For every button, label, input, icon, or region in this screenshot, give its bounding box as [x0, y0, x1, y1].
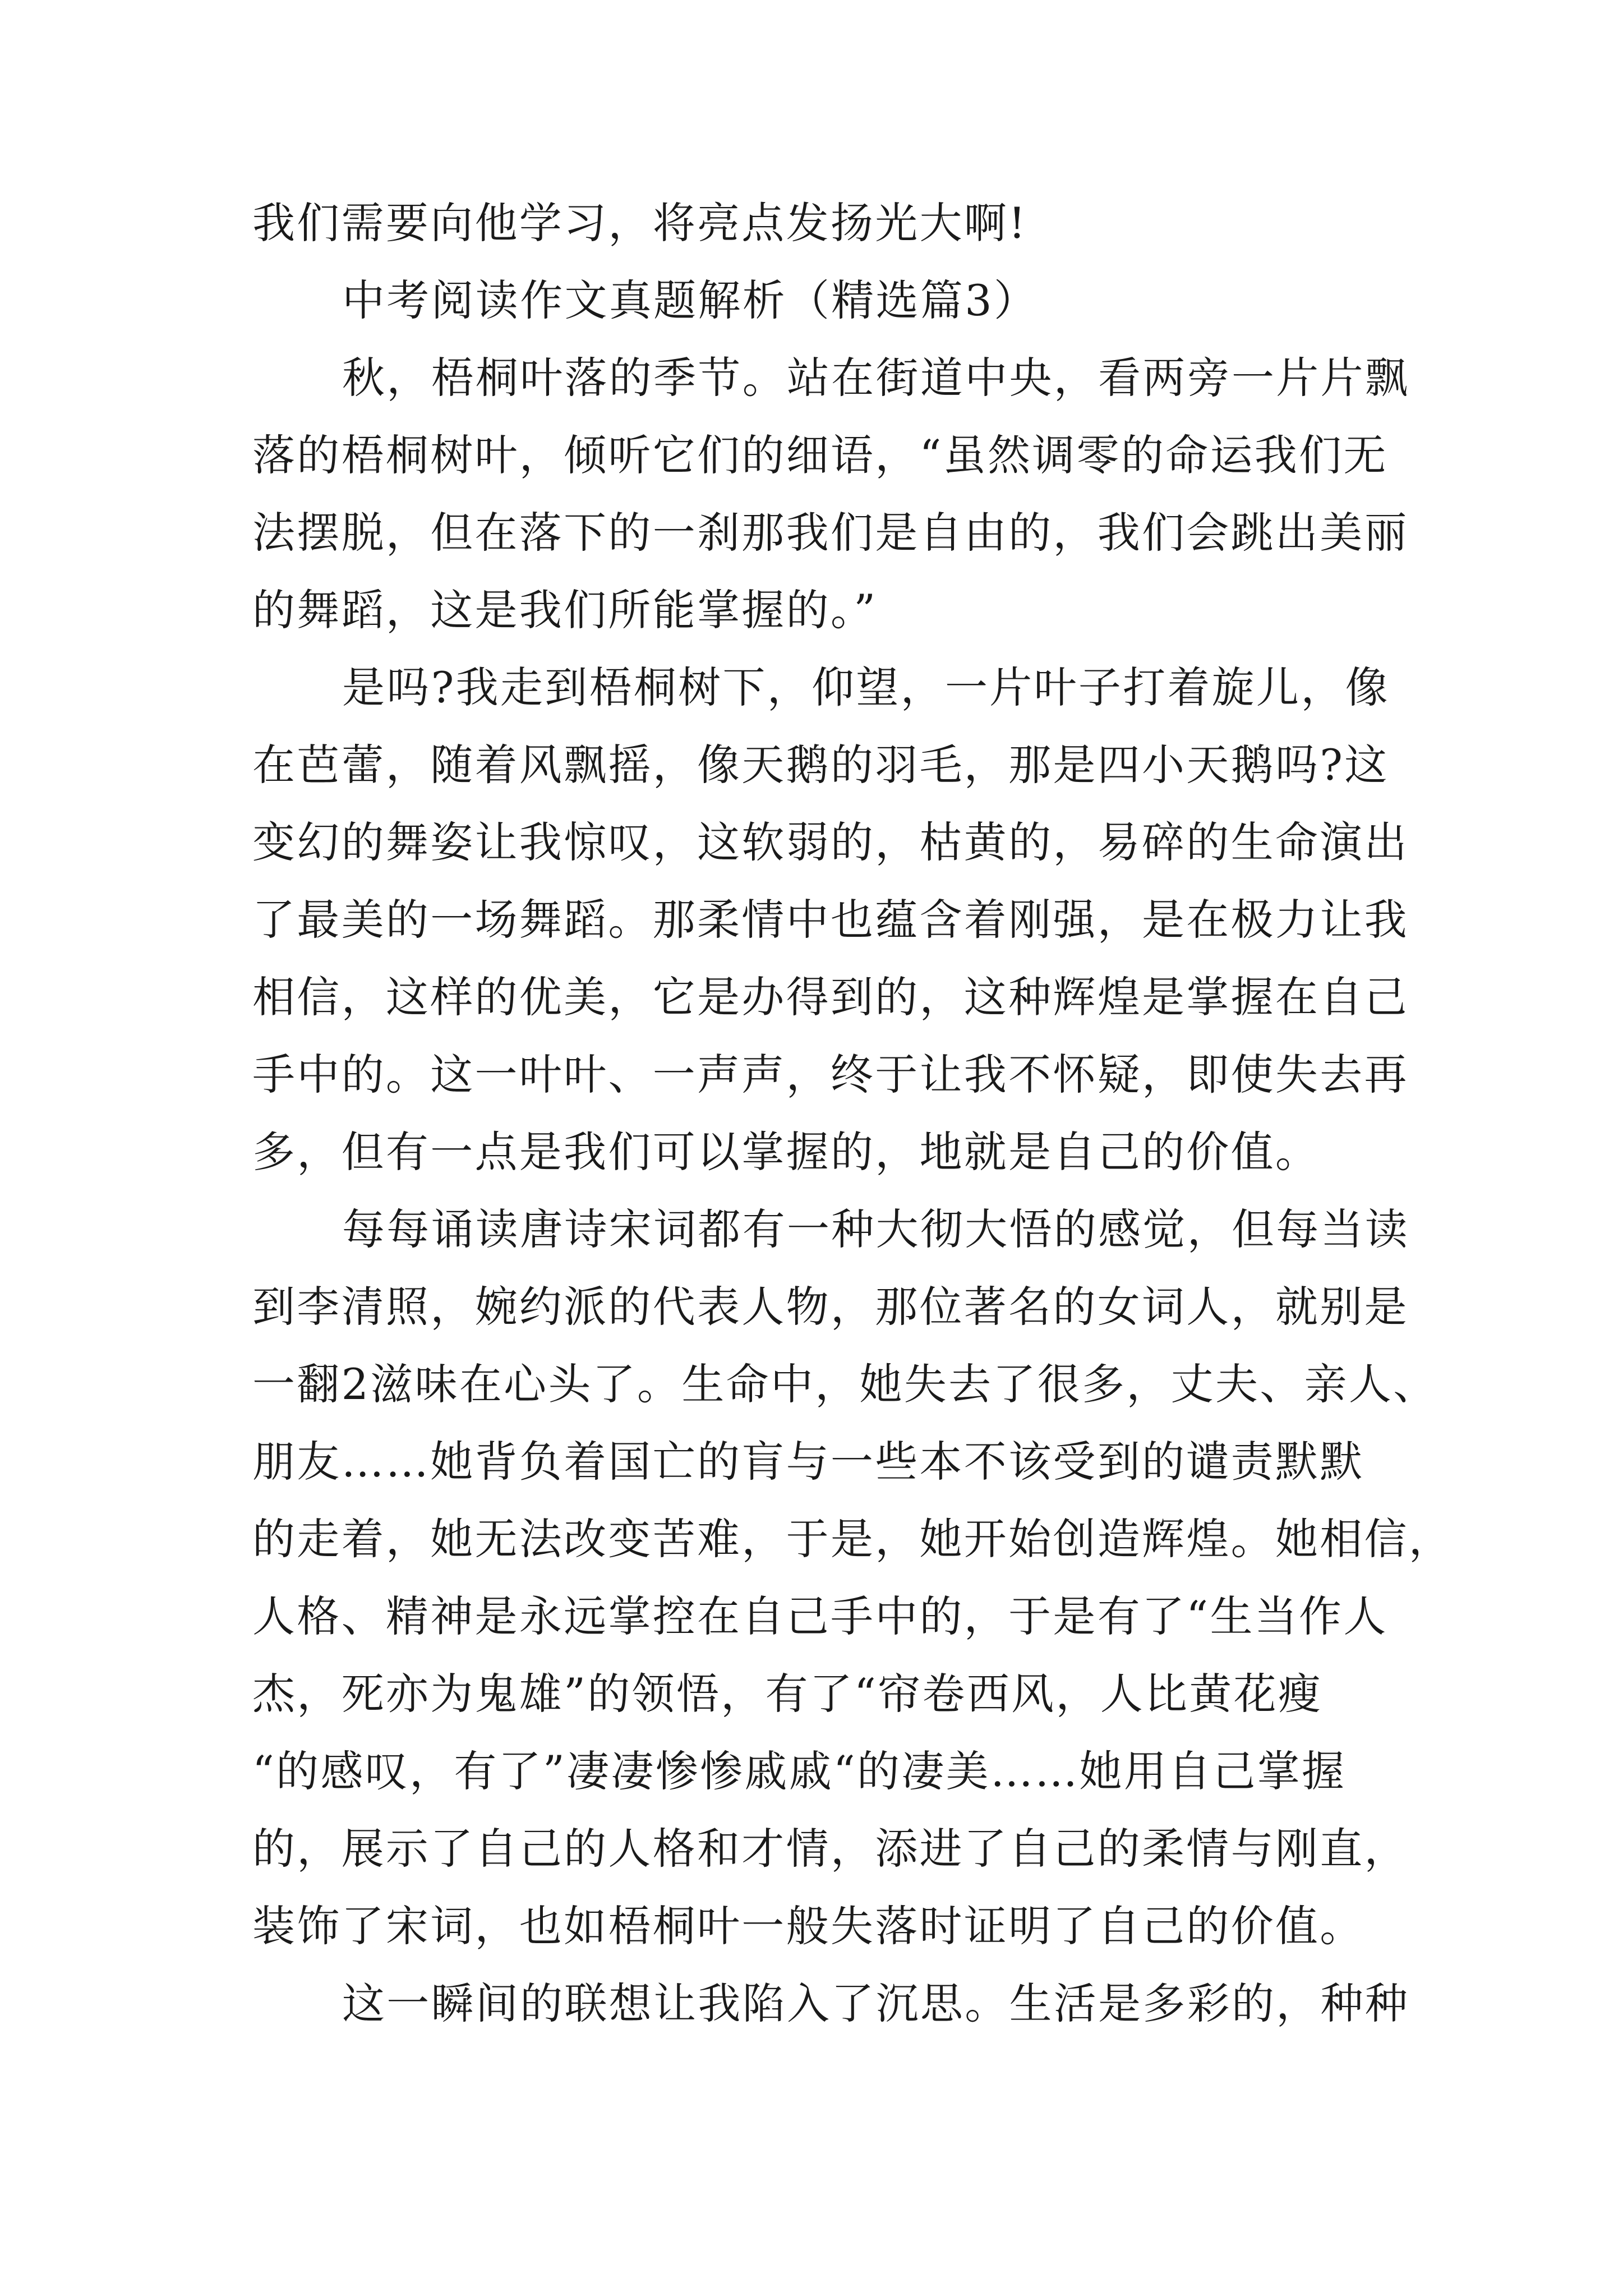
paragraph-line: 变幻的舞姿让我惊叹，这软弱的，枯黄的，易碎的生命演出 — [252, 817, 1409, 867]
paragraph-line: 法摆脱，但在落下的一刹那我们是自由的，我们会跳出美丽 — [252, 508, 1409, 558]
paragraph-line: 朋友……她背负着国亡的肓与一些本不该受到的谴责默默 — [252, 1437, 1364, 1487]
paragraph-line: 的舞蹈，这是我们所能掌握的。” — [252, 585, 878, 635]
paragraph-line: 是吗?我走到梧桐树下，仰望，一片叶子打着旋儿，像 — [342, 662, 1390, 712]
paragraph-line: 装饰了宋词，也如梧桐叶一般失落时证明了自己的价值。 — [252, 1901, 1364, 1951]
paragraph-line: 多，但有一点是我们可以掌握的，地就是自己的价值。 — [252, 1127, 1320, 1177]
paragraph-line: 相信，这样的优美，它是办得到的，这种辉煌是掌握在自己 — [252, 972, 1409, 1022]
paragraph-line: 人格、精神是永远掌控在自己手中的，于是有了“生当作人 — [252, 1591, 1388, 1641]
paragraph-line: 一翻2滋味在心头了。生命中，她失去了很多，丈夫、亲人、 — [252, 1359, 1438, 1409]
paragraph-line: 每每诵读唐诗宋词都有一种大彻大悟的感觉，但每当读 — [342, 1204, 1410, 1254]
paragraph-line: 的，展示了自己的人格和才情，添进了自己的柔情与刚直， — [252, 1824, 1409, 1874]
paragraph-line: 杰，死亦为鬼雄”的领悟，有了“帘卷西风，人比黄花瘦 — [252, 1669, 1323, 1719]
paragraph-line: 的走着，她无法改变苦难，于是，她开始创造辉煌。她相信， — [252, 1514, 1454, 1564]
paragraph-line: 在芭蕾，随着风飘摇，像天鹅的羽毛，那是四小天鹅吗?这 — [252, 740, 1389, 790]
paragraph-line: 手中的。这一叶叶、一声声，终于让我不怀疑，即使失去再 — [252, 1050, 1409, 1099]
paragraph-line: 到李清照，婉约派的代表人物，那位著名的女词人，就别是 — [252, 1282, 1409, 1332]
paragraph-line: 这一瞬间的联想让我陷入了沉思。生活是多彩的，种种 — [342, 1978, 1410, 2028]
text-line: 我们需要向他学习，将亮点发扬光大啊! — [252, 198, 1027, 248]
paragraph-line: 落的梧桐树叶，倾听它们的细语，“虽然调零的命运我们无 — [252, 430, 1388, 480]
paragraph-line: “的感叹，有了”凄凄惨惨戚戚“的凄美……她用自己掌握 — [252, 1746, 1347, 1796]
paragraph-line: 秋，梧桐叶落的季节。站在街道中央，看两旁一片片飘 — [342, 353, 1410, 403]
paragraph-line: 了最美的一场舞蹈。那柔情中也蕴含着刚强，是在极力让我 — [252, 895, 1409, 945]
section-heading: 中考阅读作文真题解析（精选篇3） — [342, 275, 1039, 325]
